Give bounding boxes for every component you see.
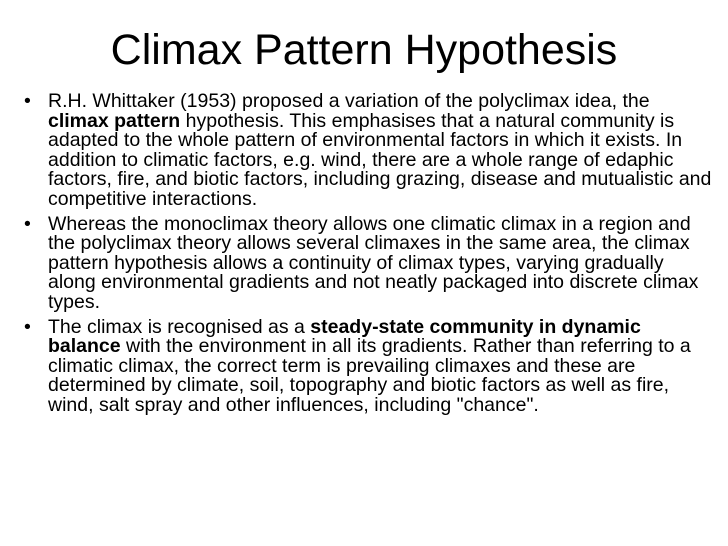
bullet-text <box>48 316 691 416</box>
bullet-segment: The climax is recognised as a <box>48 315 311 338</box>
bullet-segment: R.H. Whittaker (1953) proposed a variation of the polyclimax idea, the <box>48 90 650 112</box>
bullet-text <box>48 213 698 313</box>
bullet-list <box>22 92 712 421</box>
bullet-item <box>22 92 712 210</box>
bullet-segment-bold: steady-state community in dynamic balance <box>48 315 641 358</box>
bullet-marker: • <box>24 315 31 338</box>
bullet-segment: hypothesis. This emphasises that a natural community is adapted to the whole pattern of environmental factors in which it exists. In addition to climatic factors, e.g. wind, there are a whole range of edaphic factors, fire, and biotic factors, including grazing, disease and mutualistic and competitive interactions. <box>48 109 712 210</box>
bullet-segment-bold: climax pattern <box>48 109 181 132</box>
slide-title: Climax Pattern Hypothesis <box>110 26 618 74</box>
bullet-segment: Whereas the monoclimax theory allows one climatic climax in a region and the polyclimax theory allows several climaxes in the same area, the climax pattern hypothesis allows a continuity of climax types, varying gradually along environmental gradients and not neatly packaged into discrete climax types. <box>48 212 699 313</box>
bullet-item <box>22 212 712 313</box>
bullet-text <box>48 90 711 210</box>
bullet-segment: with the environment in all its gradients. Rather than referring to a climatic climax, the correct term is prevailing climaxes and these are determined by climate, soil, topography and biotic factors as well as fire, wind, salt spray and other influences, including "chance". <box>48 335 691 416</box>
bullet-marker: • <box>24 212 31 235</box>
bullet-item <box>22 315 712 416</box>
bullet-marker: • <box>24 90 31 112</box>
